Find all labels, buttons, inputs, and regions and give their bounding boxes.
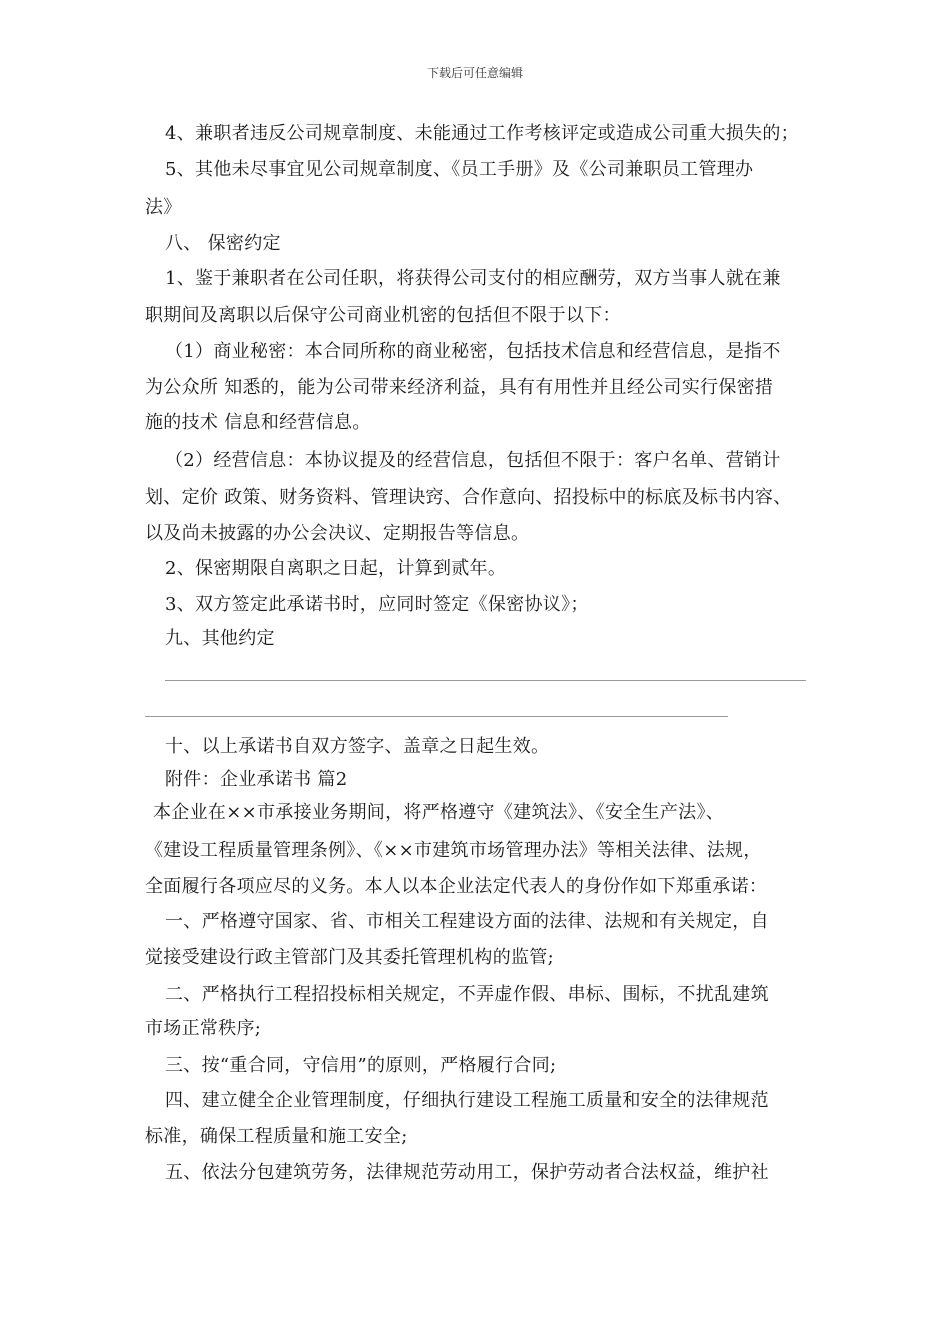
text-line: 标准，确保工程质量和施工安全; — [145, 1126, 408, 1147]
text-line: 施的技术 信息和经营信息。 — [145, 412, 371, 433]
text-line: 三、按“重合同，守信用”的原则，严格履行合同; — [165, 1055, 557, 1076]
text-line: 本企业在××市承接业务期间，将严格遵守《建筑法》、《安全生产法》、 — [153, 802, 725, 823]
text-line: 为公众所 知悉的，能为公司带来经济利益，具有有用性并且经公司实行保密措 — [145, 377, 774, 398]
section-heading: 八、 保密约定 — [165, 233, 281, 254]
text-line: 法》 — [145, 197, 182, 218]
section-heading: 九、其他约定 — [165, 628, 275, 649]
text-line: （1）商业秘密：本合同所称的商业秘密，包括技术信息和经营信息，是指不 — [165, 341, 781, 362]
text-line: 3、双方签定此承诺书时，应同时签定《保密协议》； — [165, 594, 589, 615]
text-line: 二、严格执行工程招投标相关规定，不弄虚作假、串标、围标，不扰乱建筑 — [165, 984, 769, 1005]
text-line: 2、保密期限自离职之日起，计算到贰年。 — [165, 558, 507, 579]
text-line: 以及尚未披露的办公会决议、定期报告等信息。 — [145, 523, 530, 544]
text-line: 《建设工程质量管理条例》、《××市建筑市场管理办法》等相关法律、法规， — [145, 840, 762, 861]
text-line: （2）经营信息：本协议提及的经营信息，包括但不限于：客户名单、营销计 — [165, 450, 781, 471]
text-line: 5、其他未尽事宜见公司规章制度、《员工手册》及《公司兼职员工管理办 — [165, 159, 754, 180]
text-line: 4、兼职者违反公司规章制度、未能通过工作考核评定或造成公司重大损失的； — [165, 123, 799, 144]
text-line: 1、鉴于兼职者在公司任职，将获得公司支付的相应酬劳，双方当事人就在兼 — [165, 268, 781, 289]
text-line: 觉接受建设行政主管部门及其委托管理机构的监管; — [145, 947, 554, 968]
attachment-title: 附件：企业承诺书 篇2 — [165, 769, 348, 790]
text-line: 四、建立健全企业管理制度，仔细执行建设工程施工质量和安全的法律规范 — [165, 1090, 769, 1111]
blank-fill-line — [145, 716, 728, 717]
text-line: 五、依法分包建筑劳务，法律规范劳动用工，保护劳动者合法权益，维护社 — [165, 1162, 769, 1183]
text-line: 全面履行各项应尽的义务。本人以本企业法定代表人的身份作如下郑重承诺： — [145, 876, 768, 897]
text-line: 职期间及离职以后保守公司商业机密的包括但不限于以下： — [145, 305, 621, 326]
page-header: 下载后可任意编辑 — [426, 66, 523, 80]
text-line: 市场正常秩序; — [145, 1018, 262, 1039]
text-line: 十、以上承诺书自双方签字、盖章之日起生效。 — [165, 736, 550, 757]
blank-fill-line — [165, 680, 806, 681]
text-line: 划、定价 政策、财务资料、管理诀窍、合作意向、招投标中的标底及标书内容、 — [145, 487, 792, 508]
text-line: 一、严格遵守国家、省、市相关工程建设方面的法律、法规和有关规定，自 — [165, 911, 769, 932]
